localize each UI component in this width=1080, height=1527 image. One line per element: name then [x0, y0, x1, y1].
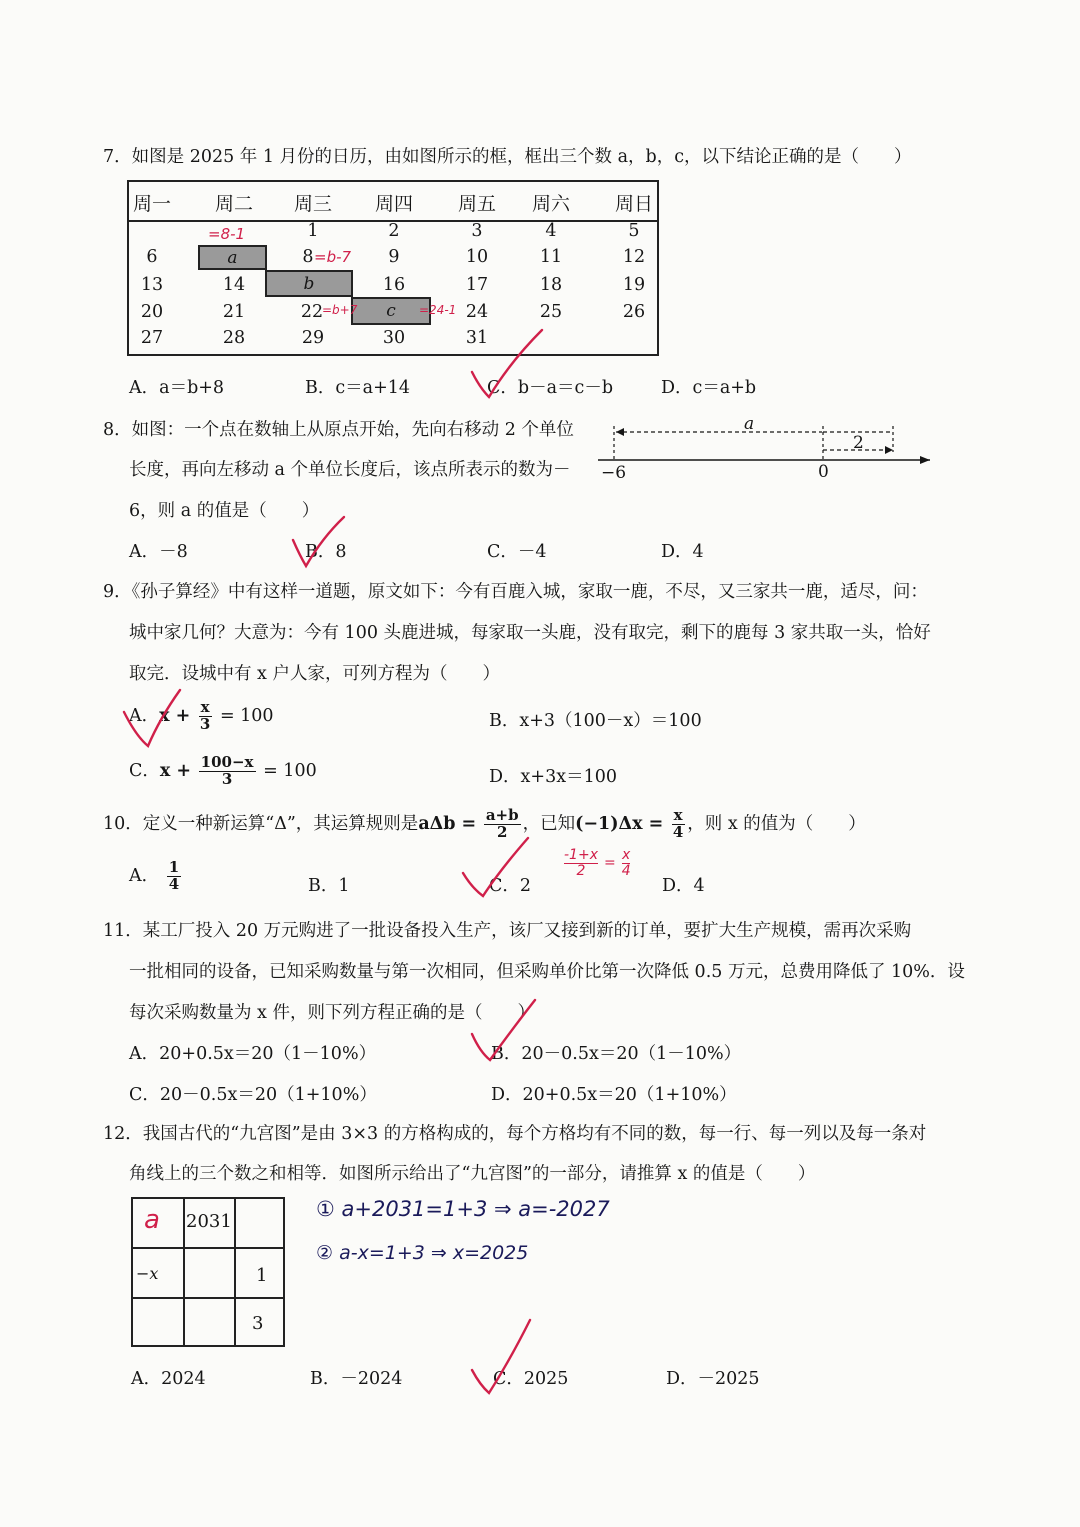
calendar-day-cell: 16: [382, 275, 406, 295]
checkmark-icon: [124, 690, 180, 746]
calendar-day-cell: 5: [628, 221, 640, 241]
calendar-box-b: b: [265, 270, 353, 297]
q10-stem-part-1: 10．定义一种新运算“Δ”，其运算规则是: [103, 813, 419, 834]
q11-option-a: A．20+0.5x＝20（1－10%）: [129, 1044, 377, 1064]
fraction-numerator: 100−x: [200, 753, 254, 771]
fraction-denominator: 3: [199, 714, 211, 733]
calendar-day-cell: 9: [388, 247, 400, 267]
q12-handwritten-work-2: ② a-x=1+3 ⇒ x=2025: [316, 1242, 529, 1264]
fraction-denominator: 2: [496, 822, 508, 841]
calendar-day-cell: 13: [140, 275, 164, 295]
fraction-denominator: 4: [672, 822, 684, 841]
calendar-header-cell: 周四: [374, 193, 414, 215]
fraction-numerator: x: [200, 698, 210, 716]
checkmark-icon: [463, 838, 528, 896]
handwritten-note: =8-1: [208, 225, 246, 243]
handwritten-note: =b-7: [314, 248, 352, 266]
q7-option-d: D．c＝a+b: [661, 378, 757, 398]
calendar-day-cell: 20: [140, 302, 164, 322]
calendar-day-cell: 19: [622, 275, 646, 295]
calendar-day-cell: 31: [465, 328, 489, 348]
q10-handwritten-work: $\frac{-1+x}{2}$ = $\frac{x}{4}$: [564, 847, 631, 879]
q12-option-a: A．2024: [131, 1369, 206, 1389]
grid-cell-neg-x: −x: [136, 1264, 159, 1283]
q8-stem-line-3: 6，则 a 的值是（ ）: [129, 501, 320, 521]
q8-option-a: A．－8: [129, 542, 188, 562]
q10-option-c: C．2: [489, 876, 532, 896]
calendar-header-cell: 周三: [293, 193, 333, 215]
calendar-day-cell: 11: [539, 247, 563, 267]
q10-known-lhs: (−1)Δx =: [575, 813, 664, 834]
calendar-header-cell: 周六: [531, 193, 571, 215]
number-line-tick-neg6: −6: [601, 463, 627, 483]
calendar-day-cell: 21: [222, 302, 246, 322]
calendar-day-cell: 25: [539, 302, 563, 322]
calendar-day-cell: 4: [545, 221, 557, 241]
q9-stem-line-3: 取完．设城中有 x 户人家，可列方程为（ ）: [129, 664, 500, 684]
q8-stem-line-2: 长度，再向左移动 a 个单位长度后，该点所表示的数为－: [129, 460, 571, 480]
q12-option-d: D．－2025: [666, 1369, 760, 1389]
q10-option-a-prefix: A．: [129, 865, 160, 886]
q11-stem-line-1: 11．某工厂投入 20 万元购进了一批设备投入生产，该厂又接到新的订单，要扩大生产规模，需再次采购: [103, 921, 912, 941]
calendar-day-cell: 6: [146, 247, 158, 267]
q7-stem: 7．如图是 2025 年 1 月份的日历，由如图所示的框，框出三个数 a，b，c，以下结论正确的是（ ）: [103, 147, 912, 167]
calendar-day-cell: 17: [465, 275, 489, 295]
calendar-day-cell: 18: [539, 275, 563, 295]
fraction-denominator: 3: [221, 769, 233, 788]
number-line-label-a: a: [744, 414, 755, 434]
checkmark-icon: [293, 517, 344, 566]
q9-option-a-rhs: = 100: [219, 705, 274, 726]
calendar-day-cell: 2: [388, 221, 400, 241]
q9-option-a-lhs: x +: [159, 705, 191, 726]
q9-stem-line-2: 城中家几何？大意为：今有 100 头鹿进城，每家取一头鹿，没有取完，剩下的鹿每 3 家共取一头，恰好: [129, 623, 931, 643]
calendar-box-c: c: [351, 297, 431, 325]
q11-stem-line-2: 一批相同的设备，已知采购数量与第一次相同，但采购单价比第一次降低 0.5 万元，总费用降低了 10%．设: [129, 962, 965, 982]
work-denominator: 4: [621, 862, 631, 879]
q8-option-c: C．－4: [487, 542, 547, 562]
q11-option-b: B．20－0.5x＝20（1－10%）: [491, 1044, 742, 1064]
checkmark-icon: [472, 1320, 530, 1393]
handwritten-note: =b+7: [322, 303, 358, 317]
q11-option-d: D．20+0.5x＝20（1+10%）: [491, 1085, 737, 1105]
calendar-header-cell: 周日: [614, 193, 654, 215]
calendar-header-cell: 周一: [132, 193, 172, 215]
q10-option-b: B．1: [308, 876, 350, 896]
calendar-day-cell: 26: [622, 302, 646, 322]
number-line-label-2: 2: [853, 433, 864, 453]
calendar-day-cell: 3: [471, 221, 483, 241]
checkmark-icon: [472, 330, 542, 397]
calendar-day-cell: 8: [302, 247, 314, 267]
q9-option-a-prefix: A．: [129, 705, 160, 726]
calendar-day-cell: 10: [465, 247, 489, 267]
q9-option-c-prefix: C．: [129, 760, 160, 781]
calendar-day-cell: 24: [465, 302, 489, 322]
q9-option-c-lhs: x +: [159, 760, 192, 781]
q9-option-d: D．x+3x＝100: [489, 767, 617, 787]
calendar-day-cell: 30: [382, 328, 406, 348]
q9-stem-line-1: 9．《孙子算经》中有这样一道题，原文如下：今有百鹿入城，家取一鹿，不尽，又三家共一鹿，适尽，问：: [103, 582, 928, 602]
q12-stem-line-2: 角线上的三个数之和相等．如图所示给出了“九宫图”的一部分，请推算 x 的值是（ ）: [129, 1164, 816, 1184]
work-numerator: x: [622, 847, 631, 863]
calendar-day-cell: 27: [140, 328, 164, 348]
calendar-day-cell: 22: [300, 302, 324, 322]
q7-option-a: A．a＝b+8: [129, 378, 225, 398]
work-denominator: 2: [576, 862, 586, 879]
calendar-day-cell: 12: [622, 247, 646, 267]
q9-option-c-rhs: = 100: [263, 760, 317, 781]
q7-option-c: C．b－a＝c－b: [487, 378, 614, 398]
handwritten-note: =24-1: [419, 303, 457, 317]
q8-option-b: B．8: [305, 542, 347, 562]
work-numerator: -1+x: [564, 847, 598, 863]
q8-stem-line-1: 8．如图：一个点在数轴上从原点开始，先向右移动 2 个单位: [103, 420, 574, 440]
q7-option-b: B．c＝a+14: [305, 378, 411, 398]
fraction-numerator: 1: [168, 858, 180, 876]
calendar-header-cell: 周二: [214, 193, 254, 215]
q10-rule-lhs: aΔb =: [418, 813, 477, 834]
q10-option-d: D．4: [662, 876, 705, 896]
fraction-numerator: a+b: [485, 806, 519, 824]
grid-cell-3: 3: [252, 1313, 264, 1334]
grid-cell-1: 1: [256, 1265, 268, 1286]
q12-option-c: C．2025: [493, 1369, 569, 1389]
number-line-tick-0: 0: [818, 462, 829, 482]
q12-stem-line-1: 12．我国古代的“九宫图”是由 3×3 的方格构成的，每个方格均有不同的数，每一行、每一列以及每一条对: [103, 1124, 927, 1144]
calendar-box-a: a: [198, 245, 267, 270]
calendar-day-cell: 14: [222, 275, 246, 295]
checkmark-icon: [472, 1000, 535, 1060]
fraction-numerator: x: [673, 806, 683, 824]
q12-handwritten-work-1: ① a+2031=1+3 ⇒ a=-2027: [316, 1197, 610, 1221]
calendar-day-cell: 1: [307, 221, 319, 241]
calendar-day-cell: 29: [301, 328, 325, 348]
q9-option-b: B．x+3（100－x）＝100: [489, 711, 702, 731]
calendar-header-cell: 周五: [457, 193, 497, 215]
q11-option-c: C．20－0.5x＝20（1+10%）: [129, 1085, 377, 1105]
fraction-denominator: 4: [168, 874, 180, 893]
q8-option-d: D．4: [661, 542, 704, 562]
grid-cell-a: a: [144, 1205, 160, 1235]
grid-cell-2031: 2031: [186, 1211, 232, 1232]
q10-stem-part-2: ，已知: [522, 813, 576, 834]
q11-stem-line-3: 每次采购数量为 x 件，则下列方程正确的是（ ）: [129, 1003, 535, 1023]
q12-option-b: B．－2024: [310, 1369, 403, 1389]
q10-stem-part-3: ，则 x 的值为（ ）: [687, 813, 866, 834]
calendar-day-cell: 28: [222, 328, 246, 348]
